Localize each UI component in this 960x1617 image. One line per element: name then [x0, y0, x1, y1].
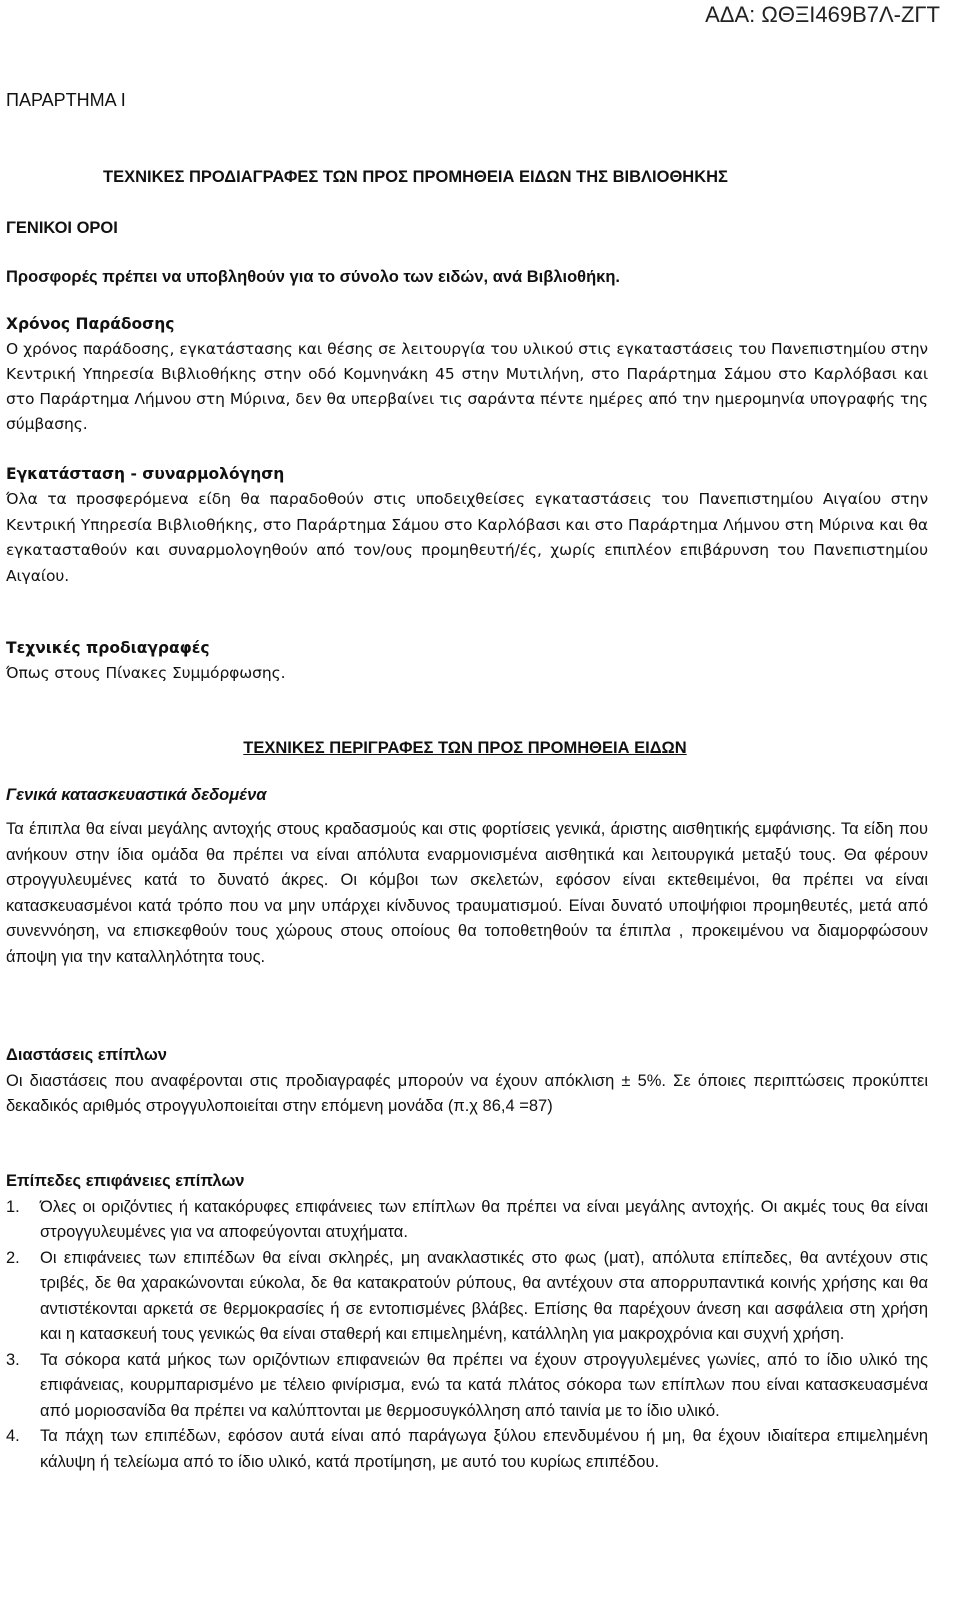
- list-item: [6, 1348, 928, 1425]
- surfaces-heading: Επίπεδες επιφάνειες επίπλων: [6, 1172, 245, 1190]
- list-item-text: Οι επιφάνειες των επιπέδων θα είναι σκληρές, μη ανακλαστικές στο φως (ματ), απόλυτα επίπεδες, θα αντέχουν στις τριβές, δε θα χαρακώνονται εύκολα, δε θα κατακρατούν ρύπους, θα αντέχουν στα απορρυπαντικά κοινής χρήσης και θα αντιστέκονται αρκετά σε θερμοκρασίες ή σε εντοπισμένες βλάβες. Επίσης θα παρέχουν άνεση και ασφάλεια στη χρήση και η κατασκευή τους γενικώς θα είναι σταθερή και επιμελημένη, κατάλληλη για μακροχρόνια και συχνή χρήση.: [40, 1248, 928, 1343]
- dimensions-heading: Διαστάσεις επίπλων: [6, 1046, 167, 1064]
- installation-text: Όλα τα προσφερόμενα είδη θα παραδοθούν στις υποδειχθείσες εγκαταστάσεις του Πανεπιστημίου Αιγαίου στην Κεντρική Υπηρεσία Βιβλιοθήκης, στο Παράρτημα Σάμου στο Καρλόβασι και στο Παράρτημα Λήμνου στη Μύρινα και θα εγκατασταθούν και συναρμολογηθούν από τον/ους προμηθευτή/ές, χωρίς επιπλέον επιβάρυνση του Πανεπιστημίου Αιγαίου.: [6, 490, 928, 585]
- list-item-text: Τα σόκορα κατά μήκος των οριζόντιων επιφανειών θα πρέπει να έχουν στρογγυλεμένες γωνίες, από το ίδιο υλικό της επιφάνειας, κουρμπαρισμένο με τέλειο φινίρισμα, ενώ τα κατά πλάτος σόκορα των επίπλων που είναι κατασκευασμένα από μοριοσανίδα θα πρέπει να καλύπτονται με θερμοσυγκόλληση από ταινία με το ίδιο υλικό.: [40, 1350, 928, 1420]
- general-terms-heading: ΓΕΝΙΚΟΙ ΟΡΟΙ: [6, 219, 118, 237]
- delivery-heading: Χρόνος Παράδοσης: [6, 315, 175, 333]
- list-item-text: Τα πάχη των επιπέδων, εφόσον αυτά είναι από παράγωγα ξύλου επενδυμένου ή μη, θα έχουν ιδιαίτερα επιμελημένη κάλυψη ή τελείωμα από το ίδιο υλικό, κατά προτίμηση, με αυτό του κυρίως επιπέδου.: [40, 1427, 928, 1471]
- ada-code: ΑΔΑ: ΩΘΞΙ469Β7Λ-ΖΓΤ: [705, 2, 940, 27]
- list-item-number: 2.: [6, 1248, 20, 1267]
- descriptions-title: ΤΕΧΝΙΚΕΣ ΠΕΡΙΓΡΑΦΕΣ ΤΩΝ ΠΡΟΣ ΠΡΟΜΗΘΕΙΑ ΕΙΔΩΝ: [243, 739, 687, 757]
- surfaces-section: [6, 1169, 928, 1475]
- list-item: [6, 1424, 928, 1475]
- construction-text: Τα έπιπλα θα είναι μεγάλης αντοχής στους κραδασμούς και στις φορτίσεις γενικά, άριστης αισθητικής εμφάνισης. Τα είδη που ανήκουν στην ίδια ομάδα θα πρέπει να είναι απόλυτα εναρμονισμένα αισθητικά και λειτουργικά μεταξύ τους. Θα φέρουν στρογγυλευμένες κατά το δυνατό άκρες. Οι κόμβοι των σκελετών, εφόσον είναι εκτεθειμένοι, θα πρέπει να είναι κατασκευασμένοι κατά τρόπο που να μην υπάρχει κίνδυνος τραυματισμού. Είναι δυνατό υποψήφιοι προμηθευτές, μετά από συνεννόηση, να επισκεφθούν τους χώρους στους οποίους θα τοποθετηθούν τα έπιπλα , προκειμένου να διαμορφώσουν άποψη για την καταλληλότητα τους.: [6, 820, 928, 966]
- technical-specs-text: Όπως στους Πίνακες Συμμόρφωσης.: [6, 664, 286, 682]
- offers-statement: Προσφορές πρέπει να υποβληθούν για το σύνολο των ειδών, ανά Βιβλιοθήκη.: [6, 268, 621, 286]
- list-item: [6, 1246, 928, 1348]
- delivery-text: Ο χρόνος παράδοσης, εγκατάστασης και θέσης σε λειτουργία του υλικού στις εγκαταστάσεις του Πανεπιστημίου στην Κεντρική Υπηρεσία Βιβλιοθήκης στην οδό Κομνηνάκη 45 στην Μυτιλήνη, στο Παράρτημα Σάμου στο Καρλόβασι και στο Παράρτημα Λήμνου στη Μύρινα, δεν θα υπερβαίνει τις σαράντα πέντε ημέρες από την ημερομηνία υπογραφής της σύμβασης.: [6, 340, 928, 433]
- technical-specs-heading: Τεχνικές προδιαγραφές: [6, 639, 210, 657]
- construction-section: [6, 817, 928, 970]
- installation-section: [6, 462, 928, 589]
- dimensions-text: Οι διαστάσεις που αναφέρονται στις προδιαγραφές μπορούν να έχουν απόκλιση ± 5%. Σε όποιες περιπτώσεις προκύπτει δεκαδικός αριθμός στρογγυλοποιείται στην επόμενη μονάδα (π.χ 86,4 =87): [6, 1071, 928, 1115]
- list-item-text: Όλες οι οριζόντιες ή κατακόρυφες επιφάνειες των επίπλων θα πρέπει να είναι μεγάλης αντοχής. Οι ακμές τους θα είναι στρογγυλευμένες για να αποφεύγονται ατυχήματα.: [40, 1197, 928, 1241]
- list-item: [6, 1195, 928, 1246]
- construction-heading: Γενικά κατασκευαστικά δεδομένα: [6, 786, 267, 804]
- appendix-label: ΠΑΡΑΡΤΗΜΑ Ι: [6, 90, 126, 110]
- technical-specs-section: [6, 636, 928, 686]
- installation-heading: Εγκατάσταση - συναρμολόγηση: [6, 465, 285, 483]
- list-item-number: 1.: [6, 1197, 20, 1216]
- surfaces-list: [6, 1195, 928, 1476]
- list-item-number: 4.: [6, 1427, 20, 1445]
- dimensions-section: [6, 1043, 928, 1120]
- list-item-number: 3.: [6, 1350, 20, 1369]
- delivery-section: [6, 312, 928, 437]
- spec-title: ΤΕΧΝΙΚΕΣ ΠΡΟΔΙΑΓΡΑΦΕΣ ΤΩΝ ΠΡΟΣ ΠΡΟΜΗΘΕΙΑ ΕΙΔΩΝ ΤΗΣ ΒΙΒΛΙΟΘΗΚΗΣ: [103, 168, 728, 186]
